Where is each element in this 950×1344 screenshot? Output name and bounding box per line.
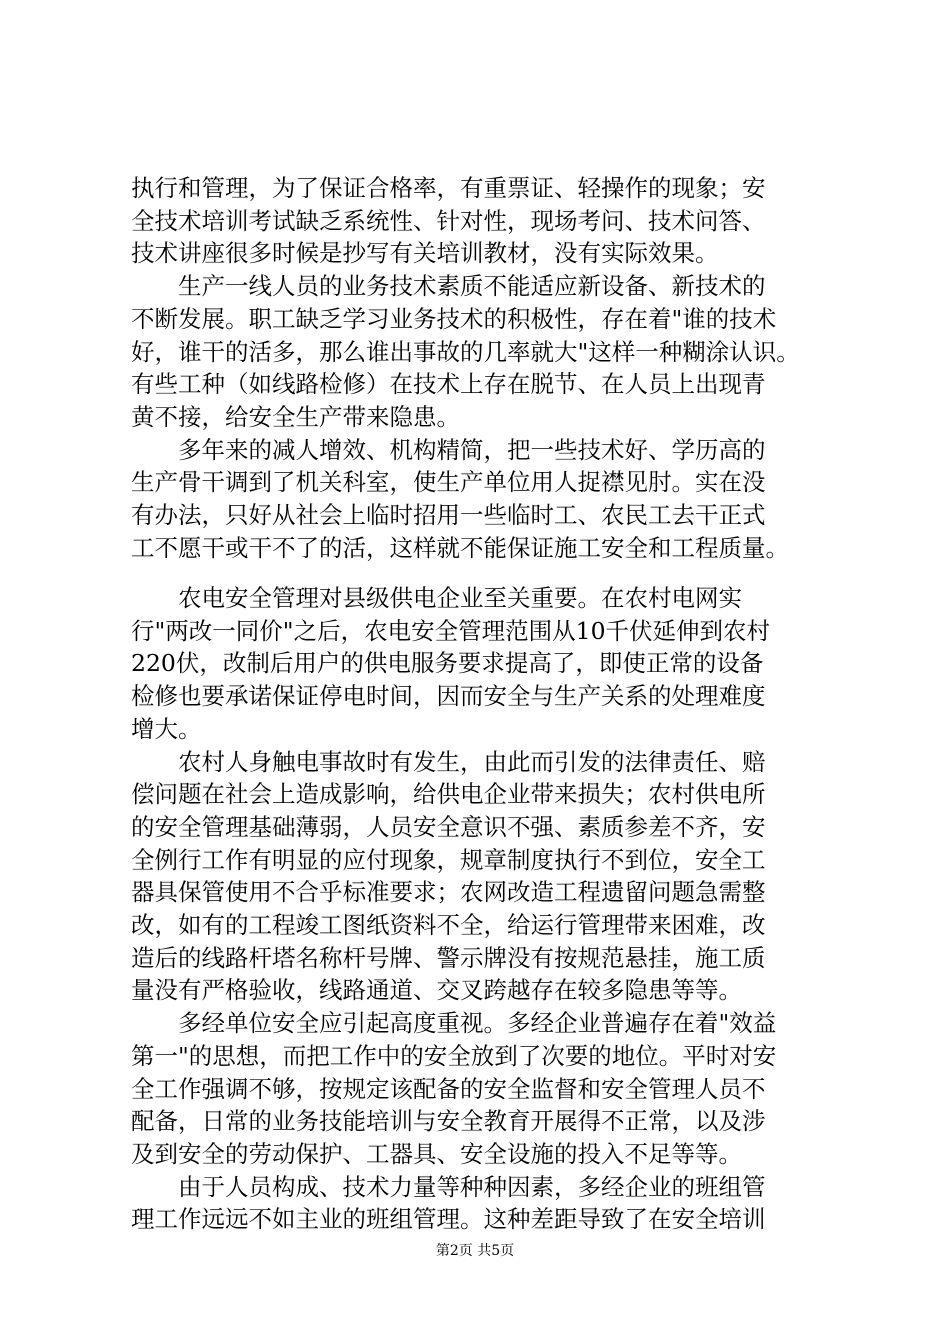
text-line: 器具保管使用不合乎标准要求；农网改造工程遗留问题急需整 <box>131 878 766 907</box>
text-line: 生产骨干调到了机关科室，使生产单位用人捉襟见肘。实在没 <box>131 468 766 497</box>
text-line: 造后的线路杆塔名称杆号牌、警示牌没有按规范悬挂，施工质 <box>131 943 766 972</box>
text-line: 的安全管理基础薄弱，人员安全意识不强、素质参差不齐，安 <box>131 812 766 841</box>
text-line: 检修也要承诺保证停电时间，因而安全与生产关系的处理难度 <box>131 682 766 711</box>
page-footer: 第2页 共5页 <box>435 1243 515 1259</box>
text-line: 由于人员构成、技术力量等种种因素，多经企业的班组管 <box>178 1172 766 1201</box>
text-line: 改，如有的工程竣工图纸资料不全，给运行管理带来困难，改 <box>131 911 766 939</box>
text-line: 多年来的减人增效、机构精简，把一些技术好、学历高的 <box>178 435 766 464</box>
text-line: 有办法，只好从社会上临时招用一些临时工、农民工去干正式 <box>131 501 766 529</box>
text-line: 生产一线人员的业务技术素质不能适应新设备、新技术的 <box>178 272 766 301</box>
text-line: 多经单位安全应引起高度重视。多经企业普遍存在着"效益 <box>178 1009 777 1038</box>
text-line: 第一"的思想，而把工作中的安全放到了次要的地位。平时对安 <box>131 1041 777 1070</box>
text-line: 220伏，改制后用户的供电服务要求提高了，即使正常的设备 <box>131 649 764 678</box>
text-line: 量没有严格验收，线路通道、交叉跨越存在较多隐患等等。 <box>131 976 742 1005</box>
text-line: 技术讲座很多时候是抄写有关培训教材，没有实际效果。 <box>131 239 719 268</box>
text-line: 全技术培训考试缺乏系统性、针对性，现场考问、技术问答、 <box>131 206 766 235</box>
text-line: 农电安全管理对县级供电企业至关重要。在农村电网实 <box>178 584 742 612</box>
text-line: 黄不接，给安全生产带来隐患。 <box>131 402 460 431</box>
text-line: 及到安全的劳动保护、工器具、安全设施的投入不足等等。 <box>131 1139 742 1168</box>
text-line: 行"两改一同价"之后，农电安全管理范围从10千伏延伸到农村 <box>131 616 771 645</box>
text-line: 工不愿干或干不了的活，这样就不能保证施工安全和工程质量。 <box>131 533 789 562</box>
text-line: 配备，日常的业务技能培训与安全教育开展得不正常，以及涉 <box>131 1107 766 1136</box>
text-line: 农村人身触电事故时有发生，由此而引发的法律责任、赔 <box>178 747 766 776</box>
text-line: 全例行工作有明显的应付现象，规章制度执行不到位，安全工 <box>131 845 766 874</box>
text-line: 全工作强调不够，按规定该配备的安全监督和安全管理人员不 <box>131 1074 766 1103</box>
text-line: 增大。 <box>131 714 202 743</box>
text-line: 执行和管理，为了保证合格率，有重票证、轻操作的现象；安 <box>131 174 766 202</box>
text-line: 不断发展。职工缺乏学习业务技术的积极性，存在着"谁的技术 <box>131 304 777 333</box>
text-line: 好，谁干的活多，那么谁出事故的几率就大"这样一种糊涂认识。 <box>131 337 800 366</box>
text-line: 有些工种（如线路检修）在技术上存在脱节、在人员上出现青 <box>131 370 766 399</box>
text-line: 偿问题在社会上造成影响，给供电企业带来损失；农村供电所 <box>131 780 766 809</box>
text-line: 理工作远远不如主业的班组管理。这种差距导致了在安全培训 <box>131 1205 766 1234</box>
